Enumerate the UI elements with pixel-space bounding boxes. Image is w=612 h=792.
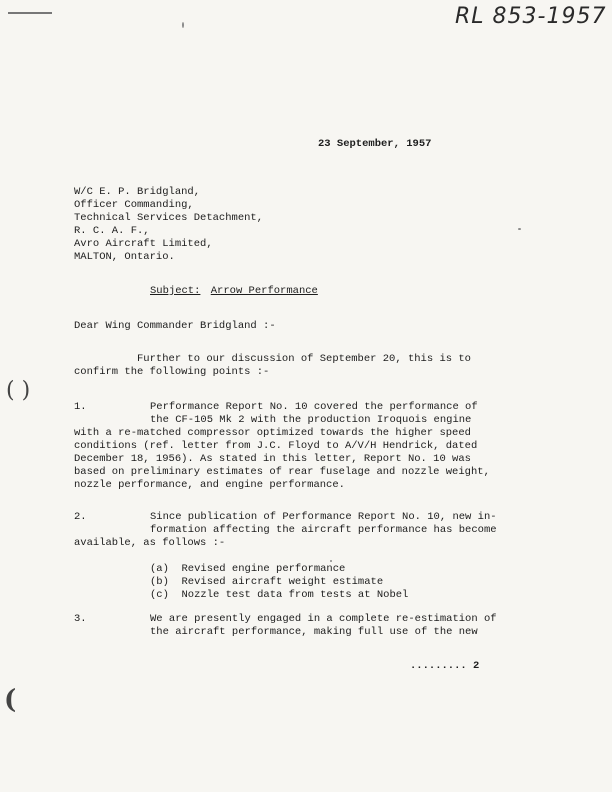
paragraph-line: Since publication of Performance Report No. 10, new in- xyxy=(150,511,497,523)
addressee-block xyxy=(74,186,263,264)
paragraph-line: formation affecting the aircraft performance has become xyxy=(150,524,497,536)
addressee-line: R. C. A. F., xyxy=(74,225,150,237)
salutation: Dear Wing Commander Bridgland :- xyxy=(74,320,276,332)
intro-line: confirm the following points :- xyxy=(74,366,270,378)
scan-speck xyxy=(182,22,184,28)
handwritten-file-reference: RL 853-1957 xyxy=(455,4,607,29)
paragraph-line: based on preliminary estimates of rear fuselage and nozzle weight, xyxy=(74,466,490,478)
addressee-line: W/C E. P. Bridgland, xyxy=(74,186,201,198)
intro-paragraph xyxy=(74,353,471,379)
addressee-line: Avro Aircraft Limited, xyxy=(74,238,213,250)
paragraph-3-number: 3. xyxy=(74,613,87,625)
paragraph-line: nozzle performance, and engine performance. xyxy=(74,479,345,491)
list-item: (a) Revised engine performance xyxy=(150,563,346,575)
paragraph-line: the aircraft performance, making full use of the new xyxy=(150,626,478,638)
subject-label: Subject: xyxy=(150,285,201,297)
paragraph-line: with a re-matched compressor optimized towards the higher speed xyxy=(74,427,471,439)
list-item: (b) Revised aircraft weight estimate xyxy=(150,576,384,588)
subject-line xyxy=(150,285,318,298)
paragraph-1-number: 1. xyxy=(74,401,87,413)
page-continuation-marker: ......... 2 xyxy=(410,660,480,672)
paragraph-line: We are presently engaged in a complete re-estimation of xyxy=(150,613,497,625)
paragraph-1-lead xyxy=(150,401,478,427)
scan-edge-mark xyxy=(8,12,52,14)
paragraph-3-lead xyxy=(150,613,497,639)
addressee-line: Officer Commanding, xyxy=(74,199,194,211)
scan-speck xyxy=(518,228,521,230)
subject-text: Arrow Performance xyxy=(210,285,318,297)
paragraph-2-body: available, as follows :- xyxy=(74,537,226,549)
punch-hole-mark-upper: ( ) xyxy=(6,378,31,403)
list-item: (c) Nozzle test data from tests at Nobel xyxy=(150,589,409,601)
paragraph-2-lead xyxy=(150,511,497,537)
paragraph-line: the CF-105 Mk 2 with the production Iroquois engine xyxy=(150,414,472,426)
addressee-line: MALTON, Ontario. xyxy=(74,251,175,263)
revision-list xyxy=(150,563,408,602)
letter-date: 23 September, 1957 xyxy=(318,138,432,150)
addressee-line: Technical Services Detachment, xyxy=(74,212,264,224)
paragraph-line: December 18, 1956). As stated in this letter, Report No. 10 was xyxy=(74,453,471,465)
intro-line: Further to our discussion of September 20, this is to xyxy=(74,353,471,365)
scan-speck xyxy=(330,560,332,562)
paragraph-2-number: 2. xyxy=(74,511,87,523)
paragraph-1-body xyxy=(74,427,490,492)
paragraph-line: Performance Report No. 10 covered the performance of xyxy=(150,401,478,413)
paragraph-line: conditions (ref. letter from J.C. Floyd to A/V/H Hendrick, dated xyxy=(74,440,478,452)
punch-hole-mark-lower: ( xyxy=(4,685,17,715)
